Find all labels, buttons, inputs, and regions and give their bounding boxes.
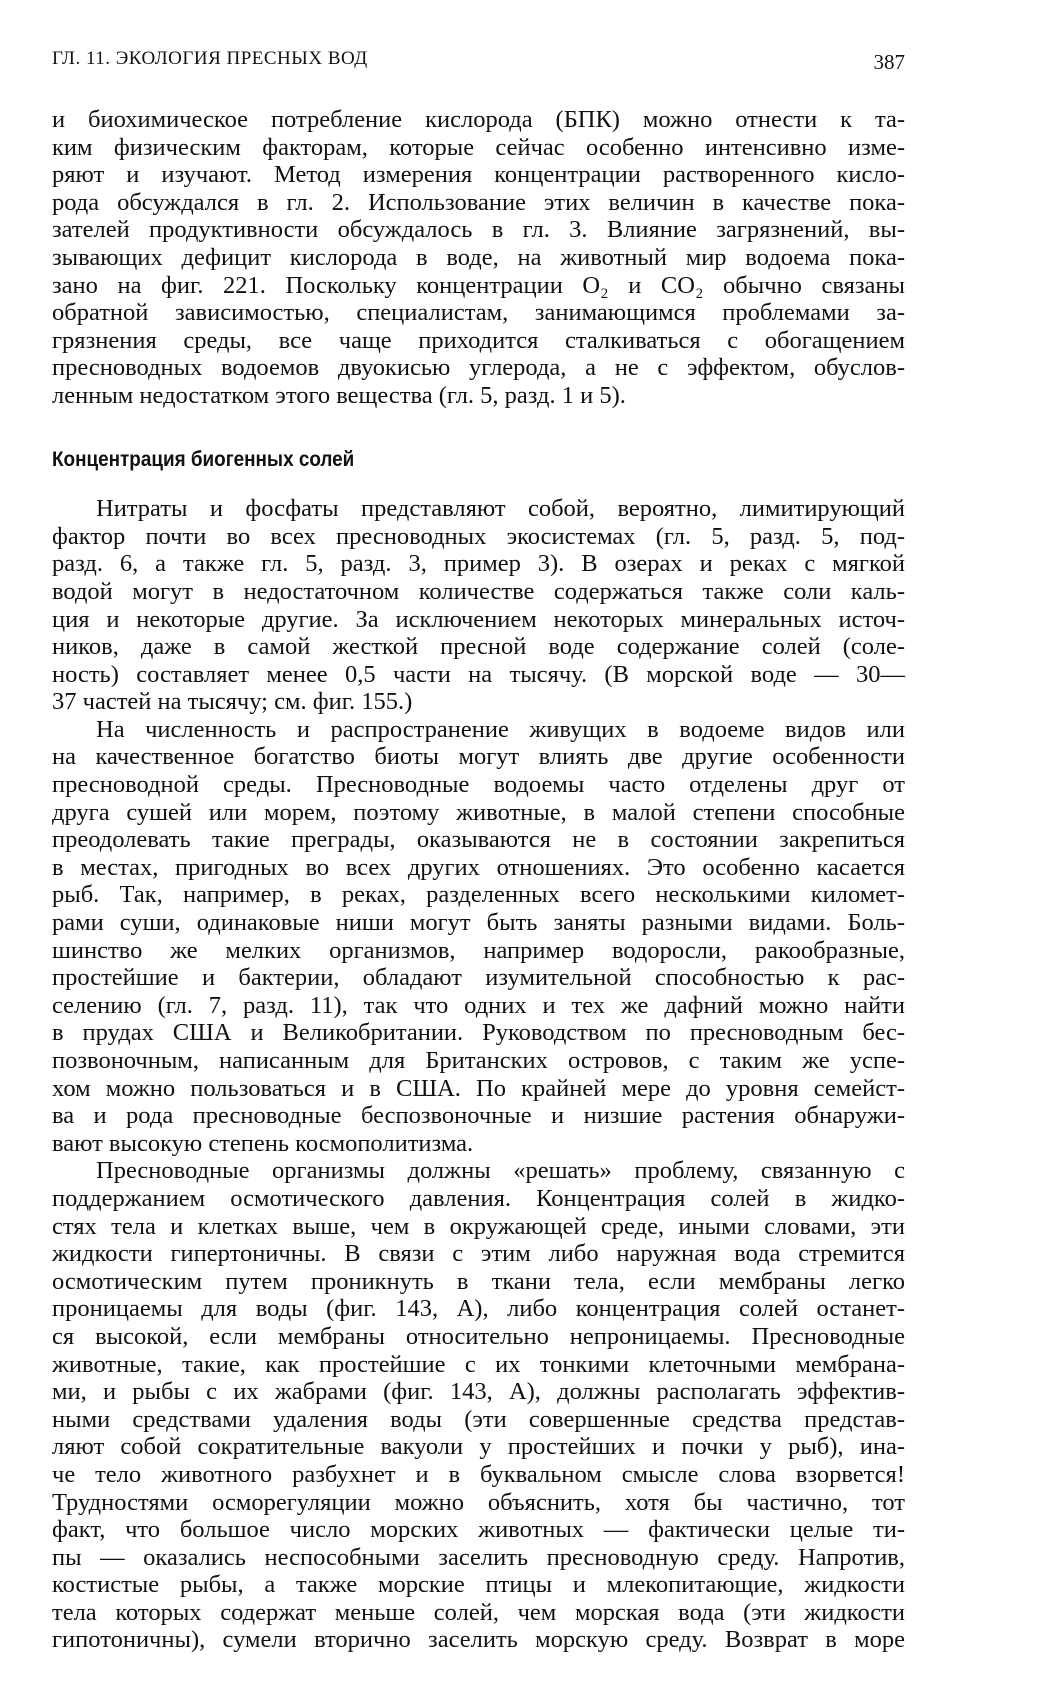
text-line: зателей продуктивности обсуждалось в гл. 3. Влияние загрязнений, вы-	[52, 216, 905, 244]
text-line: ся высокой, если мембраны относительно непроницаемы. Пресноводные	[52, 1322, 905, 1350]
text-line: зывающих дефицит кислорода в воде, на животный мир водоема пока-	[52, 243, 905, 271]
text-line: простейшие и бактерии, обладают изумительной способностью к рас-	[52, 964, 905, 992]
text-line: 37 частей на тысячу; см. фиг. 155.)	[52, 688, 413, 716]
text-line: зано на фиг. 221. Поскольку концентрации O₂ и CO₂ обычно связаны	[52, 271, 905, 299]
text-line: пы — оказались неспособными заселить пресноводную среду. Напротив,	[52, 1543, 905, 1571]
text-line: стях тела и клетках выше, чем в окружающей среде, иными словами, эти	[52, 1212, 905, 1240]
text-line: Пресноводные организмы должны «решать» проблему, связанную с	[96, 1157, 905, 1185]
text-line: Нитраты и фосфаты представляют собой, вероятно, лимитирующий	[96, 495, 905, 523]
text-line: ными средствами удаления воды (эти совершенные средства представ-	[52, 1405, 905, 1433]
text-line: ников, даже в самой жесткой пресной воде содержание солей (соле-	[52, 633, 905, 661]
text-line: рода обсуждался в гл. 2. Использование этих величин в качестве пока-	[52, 188, 905, 216]
text-line: позвоночным, написанным для Британских островов, с таким же успе-	[52, 1047, 905, 1074]
text-line: На численность и распространение живущих в водоеме видов или	[96, 715, 905, 743]
text-line: в местах, пригодных во всех других отношениях. Это особенно касается	[52, 853, 905, 881]
text-line: факт, что большое число морских животных — фактически целые ти-	[52, 1516, 905, 1544]
text-line: жидкости гипертоничны. В связи с этим либо наружная вода стремится	[52, 1240, 905, 1268]
text-line: разд. 6, а также гл. 5, разд. 3, пример 3). В озерах и реках с мягкой	[52, 550, 905, 578]
text-line: рыб. Так, например, в реках, разделенных всего несколькими километ-	[52, 881, 905, 909]
text-line: осмотическим путем проникнуть в ткани тела, если мембраны легко	[52, 1267, 905, 1295]
text-line: рами суши, одинаковые ниши могут быть заняты разными видами. Боль-	[52, 909, 905, 937]
text-line: селению (гл. 7, разд. 11), так что одних и тех же дафний можно найти	[52, 991, 905, 1019]
text-line: на качественное богатство биоты могут влиять две другие особенности	[52, 743, 905, 771]
text-line: ция и некоторые другие. За исключением некоторых минеральных источ-	[52, 605, 905, 633]
text-line: ленным недостатком этого вещества (гл. 5, разд. 1 и 5).	[52, 381, 626, 409]
text-line: Трудностями осморегуляции можно объяснить, хотя бы частично, тот	[52, 1488, 905, 1516]
text-line: и биохимическое потребление кислорода (БПК) можно отнести к та-	[52, 106, 905, 133]
text-line: тела которых содержат меньше солей, чем морская вода (эти жидкости	[52, 1598, 905, 1626]
text-line: шинство же мелких организмов, например водоросли, ракообразные,	[52, 936, 905, 964]
text-line: ва и рода пресноводные беспозвоночные и низшие растения обнаружи-	[52, 1102, 905, 1130]
text-line: друга сушей или морем, поэтому животные, в малой степени способные	[52, 798, 905, 826]
paragraph-osmoregulation	[52, 1157, 905, 1654]
text-line: фактор почти во всех пресноводных экосистемах (гл. 5, разд. 5, под-	[52, 522, 905, 550]
text-line: вают высокую степень космополитизма.	[52, 1129, 474, 1157]
text-line: ряют и изучают. Метод измерения концентрации растворенного кисло-	[52, 161, 905, 189]
text-line: хом можно пользоваться и в США. По крайней мере до уровня семейст-	[52, 1074, 905, 1102]
paragraph-dispersal	[52, 716, 905, 1158]
running-head: ГЛ. 11. ЭКОЛОГИЯ ПРЕСНЫХ ВОД	[52, 48, 368, 69]
text-line: обратной зависимостью, специалистам, занимающимся проблемами за-	[52, 299, 905, 327]
text-line: грязнения среды, все чаще приходится сталкиваться с обогащением	[52, 326, 905, 354]
text-line: водой могут в недостаточном количестве содержаться также соли каль-	[52, 577, 905, 605]
text-line: ность) составляет менее 0,5 части на тысячу. (В морской воде — 30—	[52, 660, 905, 688]
text-line: поддержанием осмотического давления. Концентрация солей в жидко-	[52, 1184, 905, 1212]
text-line: преодолевать такие преграды, оказываются не в состоянии закрепиться	[52, 826, 905, 854]
paragraph-oxygen	[52, 106, 905, 410]
text-line: гипотоничны), сумели вторично заселить морскую среду. Возврат в море	[52, 1626, 905, 1654]
text-line: пресноводной среды. Пресноводные водоемы часто отделены друг от	[52, 771, 905, 799]
text-line: ляют собой сократительные вакуоли у простейших и почки у рыб), ина-	[52, 1433, 905, 1461]
text-line: проницаемы для воды (фиг. 143, А), либо концентрация солей останет-	[52, 1295, 905, 1323]
text-line: ким физическим факторам, которые сейчас особенно интенсивно изме-	[52, 133, 905, 161]
section-heading: Концентрация биогенных солей	[52, 447, 355, 471]
text-line: животные, такие, как простейшие с их тонкими клеточными мембрана-	[52, 1350, 905, 1378]
text-line: в прудах США и Великобритании. Руководством по пресноводным бес-	[52, 1019, 905, 1047]
paragraph-nutrients	[52, 495, 905, 716]
text-line: костистые рыбы, а также морские птицы и млекопитающие, жидкости	[52, 1571, 905, 1599]
text-line: че тело животного разбухнет и в буквальном смысле слова взорвется!	[52, 1460, 905, 1488]
text-line: ми, и рыбы с их жабрами (фиг. 143, А), должны располагать эффектив-	[52, 1378, 905, 1406]
page-body	[52, 106, 905, 1654]
page-number: 387	[873, 50, 905, 74]
text-line: пресноводных водоемов двуокисью углерода, а не с эффектом, обуслов-	[52, 354, 905, 382]
